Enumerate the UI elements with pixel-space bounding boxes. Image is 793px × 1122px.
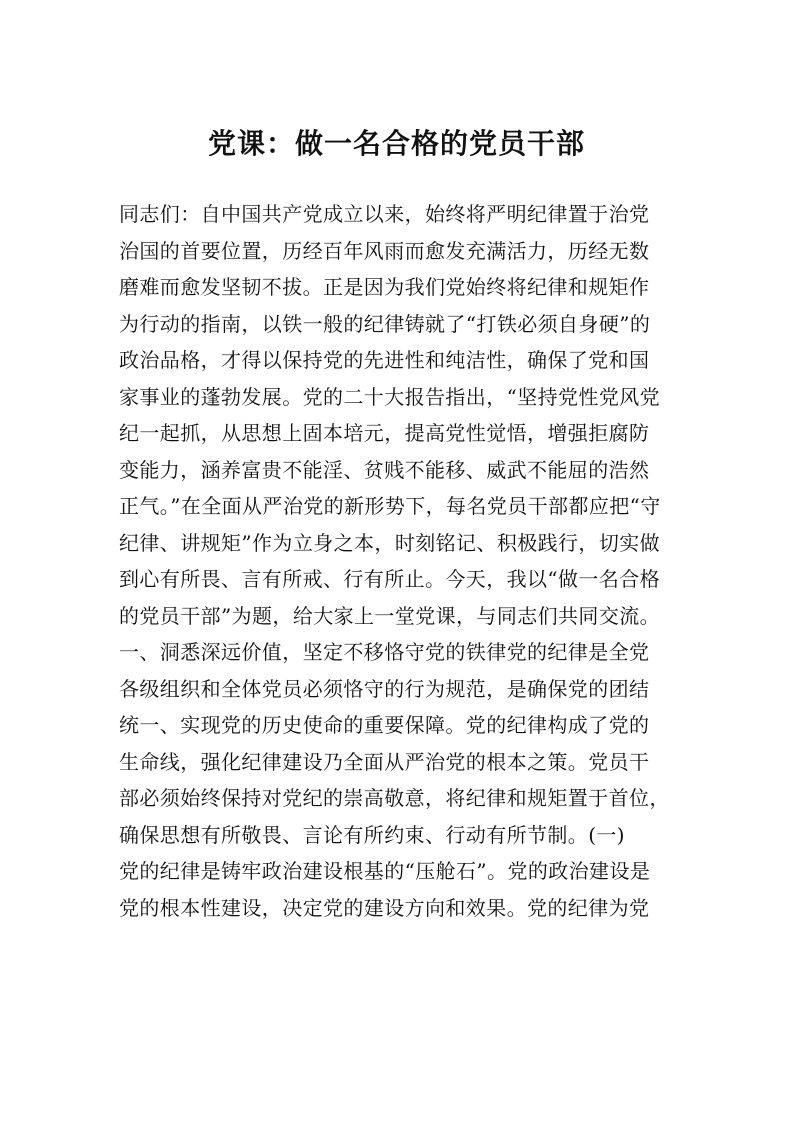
- body-line: 的党员干部”为题，给大家上一堂党课，与同志们共同交流。: [119, 603, 661, 628]
- body-line: 纪一起抓，从思想上固本培元，提高党性觉悟，增强拒腐防: [119, 421, 650, 445]
- body-line: 纪律、讲规矩”作为立身之本，时刻铭记、积极践行，切实做: [119, 530, 661, 555]
- body-line: 党的纪律是铸牢政治建设根基的“压舱石”。党的政治建设是: [119, 859, 651, 883]
- body-line: 生命线，强化纪律建设乃全面从严治党的根本之策。党员干: [119, 749, 650, 774]
- body-line: 家事业的蓬勃发展。党的二十大报告指出，“坚持党性党风党: [119, 384, 661, 409]
- body-line: 到心有所畏、言有所戒、行有所止。今天，我以“做一名合格: [119, 567, 661, 591]
- body-line: 政治品格，才得以保持党的先进性和纯洁性，确保了党和国: [119, 348, 650, 372]
- body-line: 正气。”在全面从严治党的新形势下，每名党员干部都应把“守: [119, 494, 661, 518]
- body-line: 统一、实现党的历史使命的重要保障。党的纪律构成了党的: [119, 713, 650, 737]
- document-body: [119, 196, 679, 926]
- body-line: 同志们：自中国共产党成立以来，始终将严明纪律置于治党: [119, 202, 650, 226]
- body-line: 党的根本性建设，决定党的建设方向和效果。党的纪律为党: [119, 895, 650, 920]
- body-line: 变能力，涵养富贵不能淫、贫贱不能移、威武不能屈的浩然: [119, 457, 650, 482]
- section-heading-line: 一、洞悉深远价值，坚定不移恪守党的铁律党的纪律是全党: [119, 640, 650, 664]
- body-line: 磨难而愈发坚韧不拔。正是因为我们党始终将纪律和规矩作: [119, 275, 650, 299]
- page-title: 党课：做一名合格的党员干部: [207, 127, 585, 160]
- body-line: 各级组织和全体党员必须恪守的行为规范，是确保党的团结: [119, 676, 650, 701]
- body-line: 为行动的指南，以铁一般的纪律铸就了“打铁必须自身硬”的: [119, 311, 651, 336]
- body-line: 确保思想有所敬畏、言论有所约束、行动有所节制。(一): [119, 822, 626, 847]
- body-line: 治国的首要位置，历经百年风雨而愈发充满活力，历经无数: [119, 238, 650, 263]
- body-line: 部必须始终保持对党纪的崇高敬意，将纪律和规矩置于首位，: [119, 786, 670, 810]
